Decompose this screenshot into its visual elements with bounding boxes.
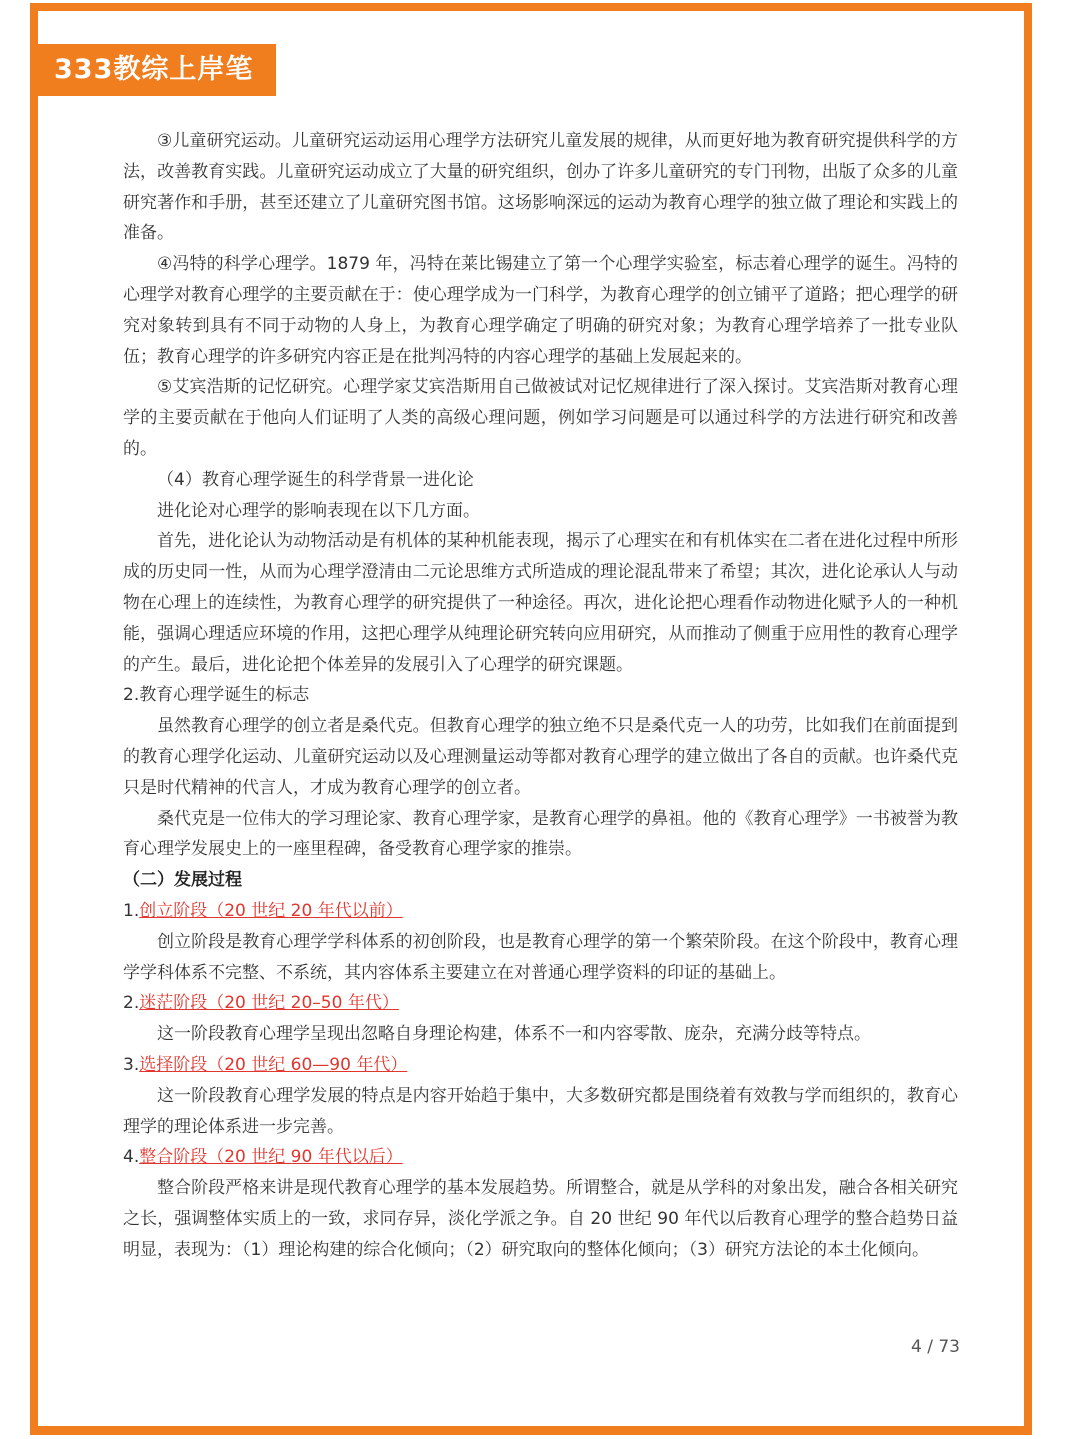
stage-description-2: 这一阶段教育心理学呈现出忽略自身理论构建，体系不一和内容零散、庞杂，充满分歧等特点。 bbox=[157, 1024, 871, 1045]
paragraph-evolution: 首先，进化论认为动物活动是有机体的某种机能表现，揭示了心理实在和有机体实在二者在进化过程中所形成的历史同一性，从而为心理学澄清由二元论思维方式所造成的理论混乱带来了希望；其次，进化论承认人与动物在心理上的连续性，为教育心理学的研究提供了一种途径。再次，进化论把心理看作动物进化赋予人的一种机能，强调心理适应环境的作用，这把心理学从纯理论研究转向应用研究，从而推动了侧重于应用性的教育心理学的产生。最后，进化论把个体差异的发展引入了心理学的研究课题。 bbox=[123, 531, 958, 675]
page-number: 4 / 73 bbox=[911, 1337, 960, 1357]
stage-number-4: 4. bbox=[123, 1147, 140, 1168]
stage-heading-3 bbox=[123, 1050, 958, 1081]
paragraph-wundt: ④冯特的科学心理学。1879 年，冯特在莱比锡建立了第一个心理学实验室，标志着心理学的诞生。冯特的心理学对教育心理学的主要贡献在于：使心理学成为一门科学，为教育心理学的创立铺平了道路；把心理学的研究对象转到具有不同于动物的人身上，为教育心理学确定了明确的研究对象；为教育心理学培养了一批专业队伍；教育心理学的许多研究内容正是在批判冯特的内容心理学的基础上发展起来的。 bbox=[123, 254, 958, 367]
paragraph-child-study: ③儿童研究运动。儿童研究运动运用心理学方法研究儿童发展的规律，从而更好地为教育研究提供科学的方法，改善教育实践。儿童研究运动成立了大量的研究组织，创办了许多儿童研究的专门刊物，出版了众多的儿童研究著作和手册，甚至还建立了儿童研究图书馆。这场影响深远的运动为教育心理学的独立做了理论和实践上的准备。 bbox=[123, 131, 958, 244]
stage-description-4: 整合阶段严格来讲是现代教育心理学的基本发展趋势。所谓整合，就是从学科的对象出发，融合各相关研究之长，强调整体实质上的一致，求同存异，淡化学派之争。自 20 世纪 90 年代以后教育心理学的整合趋势日益明显，表现为：（1）理论构建的综合化倾向；（2）研究取向的整体化倾向；（3）研究方法论的本土化倾向。 bbox=[123, 1178, 958, 1260]
stage-number-1: 1. bbox=[123, 900, 140, 921]
subheading-evolution: （4）教育心理学诞生的科学背景一进化论 bbox=[157, 469, 474, 490]
stage-title-2: 迷茫阶段（20 世纪 20–50 年代） bbox=[139, 993, 399, 1014]
section-heading-development: （二）发展过程 bbox=[123, 870, 242, 891]
subheading-birth-mark: 2.教育心理学诞生的标志 bbox=[123, 685, 310, 706]
paragraph-thorndike-founder: 虽然教育心理学的创立者是桑代克。但教育心理学的独立绝不只是桑代克一人的功劳，比如我们在前面提到的教育心理学化运动、儿童研究运动以及心理测量运动等都对教育心理学的建立做出了各自的贡献。也许桑代克只是时代精神的代言人，才成为教育心理学的创立者。 bbox=[123, 716, 958, 798]
paragraph-evolution-intro: 进化论对心理学的影响表现在以下几方面。 bbox=[157, 500, 480, 521]
stage-heading-1 bbox=[123, 896, 958, 927]
paragraph-ebbinghaus: ⑤艾宾浩斯的记忆研究。心理学家艾宾浩斯用自己做被试对记忆规律进行了深入探讨。艾宾浩斯对教育心理学的主要贡献在于他向人们证明了人类的高级心理问题，例如学习问题是可以通过科学的方法进行研究和改善的。 bbox=[123, 377, 958, 459]
stage-description-3: 这一阶段教育心理学发展的特点是内容开始趋于集中，大多数研究都是围绕着有效教与学而组织的，教育心理学的理论体系进一步完善。 bbox=[123, 1085, 958, 1137]
stage-heading-4 bbox=[123, 1142, 958, 1173]
stage-title-4: 整合阶段（20 世纪 90 年代以后） bbox=[139, 1147, 403, 1168]
stage-number-3: 3. bbox=[123, 1054, 140, 1075]
paragraph-thorndike: 桑代克是一位伟大的学习理论家、教育心理学家，是教育心理学的鼻祖。他的《教育心理学》一书被誉为教育心理学发展史上的一座里程碑，备受教育心理学家的推崇。 bbox=[123, 808, 958, 860]
stage-title-3: 选择阶段（20 世纪 60—90 年代） bbox=[139, 1054, 408, 1075]
stage-title-1: 创立阶段（20 世纪 20 年代以前） bbox=[139, 900, 403, 921]
document-body bbox=[123, 126, 958, 1265]
stage-description-1: 创立阶段是教育心理学学科体系的初创阶段，也是教育心理学的第一个繁荣阶段。在这个阶段中，教育心理学学科体系不完整、不系统，其内容体系主要建立在对普通心理学资料的印证的基础上。 bbox=[123, 931, 958, 983]
stage-number-2: 2. bbox=[123, 993, 140, 1014]
stage-heading-2 bbox=[123, 988, 958, 1019]
header-banner: 333教综上岸笔记 bbox=[38, 44, 276, 96]
